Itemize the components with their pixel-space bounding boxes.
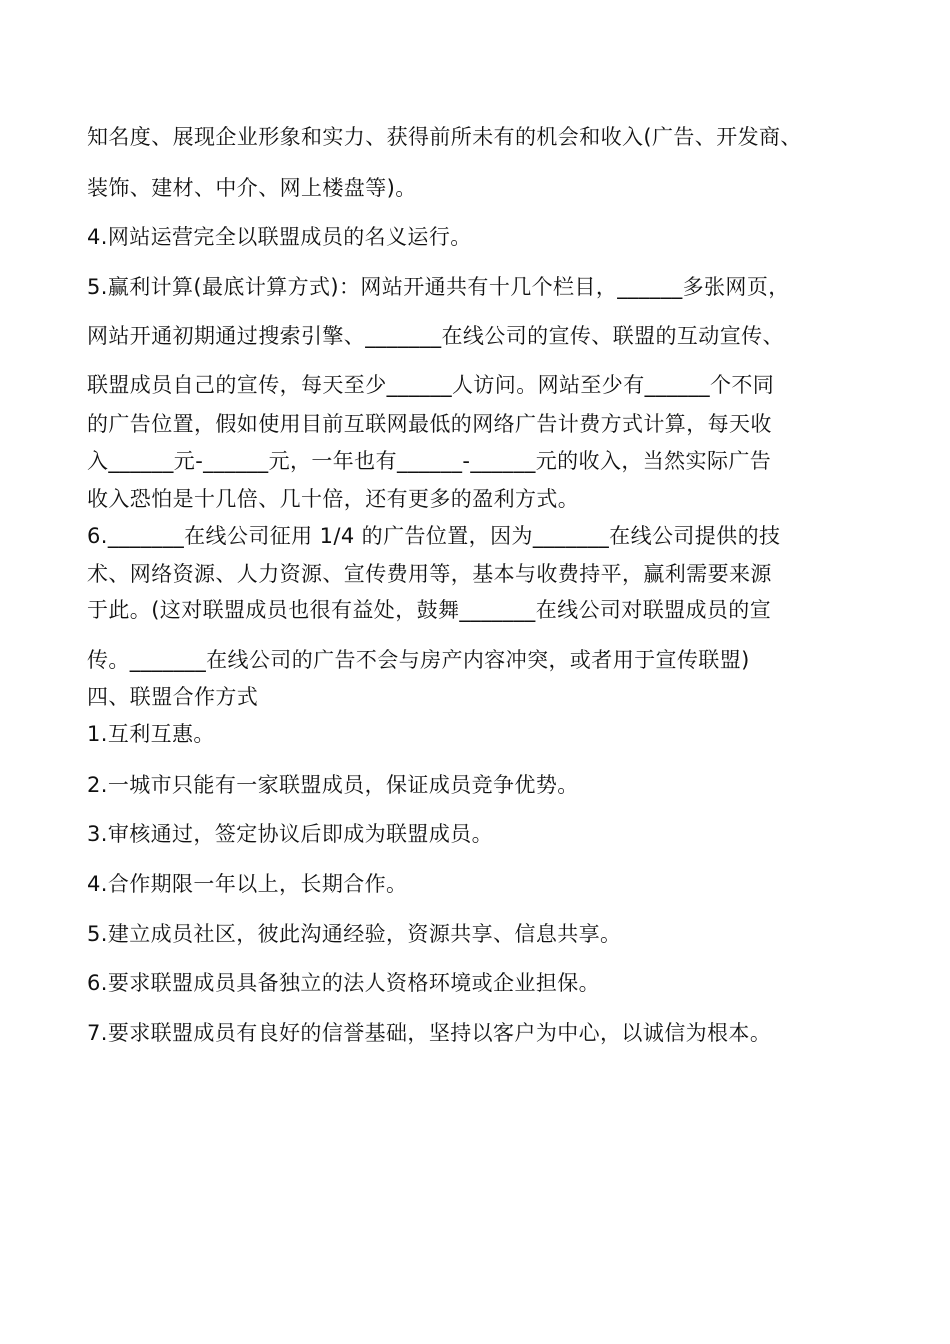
text-line: 收入恐怕是十几倍、几十倍，还有更多的盈利方式。 — [87, 487, 580, 511]
text-line: 联盟成员自己的宣传，每天至少______人访问。网站至少有______个不同 — [87, 373, 775, 397]
text-line: 入______元-______元，一年也有______-______元的收入，当然实际广告 — [87, 449, 772, 473]
list-item: 5.建立成员社区，彼此沟通经验，资源共享、信息共享。 — [87, 922, 622, 946]
text-line: 5.赢利计算(最底计算方式)：网站开通共有十几个栏目，______多张网页， — [87, 275, 790, 299]
text-line: 6._______在线公司征用 1/4 的广告位置，因为_______在线公司提供的技 — [87, 524, 781, 548]
document-page — [87, 0, 887, 1344]
text-line: 知名度、展现企业形象和实力、获得前所未有的机会和收入(广告、开发商、 — [87, 125, 802, 149]
text-line: 于此。(这对联盟成员也很有益处，鼓舞_______在线公司对联盟成员的宣 — [87, 598, 772, 622]
list-item: 3.审核通过，签定协议后即成为联盟成员。 — [87, 822, 494, 846]
list-item: 6.要求联盟成员具备独立的法人资格环境或企业担保。 — [87, 971, 601, 995]
text-line: 装饰、建材、中介、网上楼盘等)。 — [87, 176, 417, 200]
text-line: 网站开通初期通过搜索引擎、_______在线公司的宣传、联盟的互动宣传、 — [87, 324, 784, 348]
list-item: 1.互利互惠。 — [87, 722, 215, 746]
list-item: 4.合作期限一年以上，长期合作。 — [87, 872, 408, 896]
list-item: 2.一城市只能有一家联盟成员，保证成员竞争优势。 — [87, 773, 579, 797]
text-line: 的广告位置，假如使用目前互联网最低的网络广告计费方式计算，每天收 — [87, 412, 772, 436]
section-heading: 四、联盟合作方式 — [87, 685, 259, 709]
list-item: 7.要求联盟成员有良好的信誉基础，坚持以客户为中心，以诚信为根本。 — [87, 1021, 772, 1045]
text-line: 术、网络资源、人力资源、宣传费用等，基本与收费持平，赢利需要来源 — [87, 562, 772, 586]
text-line: 传。_______在线公司的广告不会与房产内容冲突，或者用于宣传联盟) — [87, 648, 750, 672]
text-line: 4.网站运营完全以联盟成员的名义运行。 — [87, 225, 472, 249]
